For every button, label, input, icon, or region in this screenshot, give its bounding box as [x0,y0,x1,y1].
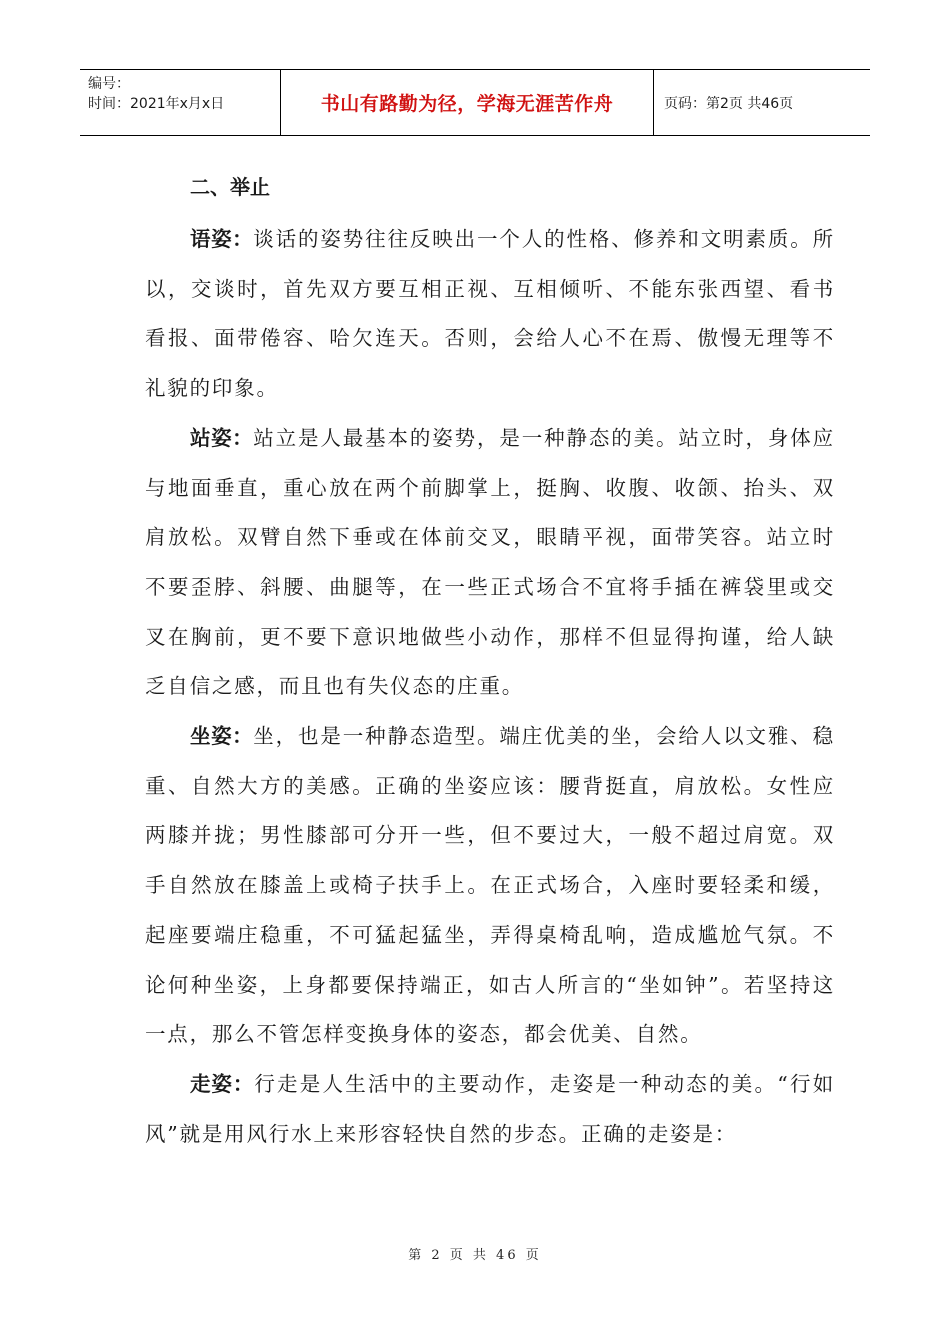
document-number-label: 编号： [88,76,130,92]
header-motto: 书山有路勤为径，学海无涯苦作舟 [281,70,654,135]
paragraph-text: 谈话的姿势往往反映出一个人的性格、修养和文明素质。所以，交谈时，首先双方要互相正视、互相倾听、不能东张西望、看书看报、面带倦容、哈欠连天。否则，会给人心不在焉、傲慢无理等不礼貌的印象。 [145,227,835,401]
term-standing-posture: 站姿： [190,425,254,450]
paragraph-text: 行走是人生活中的主要动作，走姿是一种动态的美。“行如风”就是用风行水上来形容轻快自然的步态。正确的走姿是： [145,1071,836,1146]
paragraph-speaking-posture [145,215,835,414]
document-date-label: 时间：2021年x月x日 [88,96,225,112]
paragraph-text: 坐，也是一种静态造型。端庄优美的坐，会给人以文雅、稳重、自然大方的美感。正确的坐姿应该：腰背挺直，肩放松。女性应两膝并拢；男性膝部可分开一些，但不要过大，一般不超过肩宽。双手自然放在膝盖上或椅子扶手上。在正式场合，入座时要轻柔和缓，起座要端庄稳重，不可猛起猛坐，弄得桌椅乱响，造成尴尬气氛。不论何种坐姿，上身都要保持端正，如古人所言的“坐如钟”。若坚持这一点，那么不管怎样变换身体的姿态，都会优美、自然。 [145,724,835,1047]
term-walking-posture: 走姿： [190,1071,255,1096]
term-speaking-posture: 语姿： [190,227,254,251]
page-footer: 第 2 页 共 46 页 [408,1248,542,1263]
header-page-info: 页码：第2页 共46页 [664,95,794,112]
page-header [80,69,870,136]
section-title: 二、举止 [190,175,270,199]
paragraph-sitting-posture [145,712,835,1060]
header-meta [80,70,281,135]
document-body [145,165,835,1159]
term-sitting-posture: 坐姿： [190,724,254,749]
paragraph-text: 站立是人最基本的姿势，是一种静态的美。站立时，身体应与地面垂直，重心放在两个前脚掌上，挺胸、收腹、收颌、抬头、双肩放松。双臂自然下垂或在体前交叉，眼睛平视，面带笑容。站立时不要歪脖、斜腰、曲腿等，在一些正式场合不宜将手插在裤袋里或交叉在胸前，更不要下意识地做些小动作，那样不但显得拘谨，给人缺乏自信之感，而且也有失仪态的庄重。 [145,425,835,699]
paragraph-walking-posture [145,1060,835,1159]
paragraph-standing-posture [145,414,835,712]
